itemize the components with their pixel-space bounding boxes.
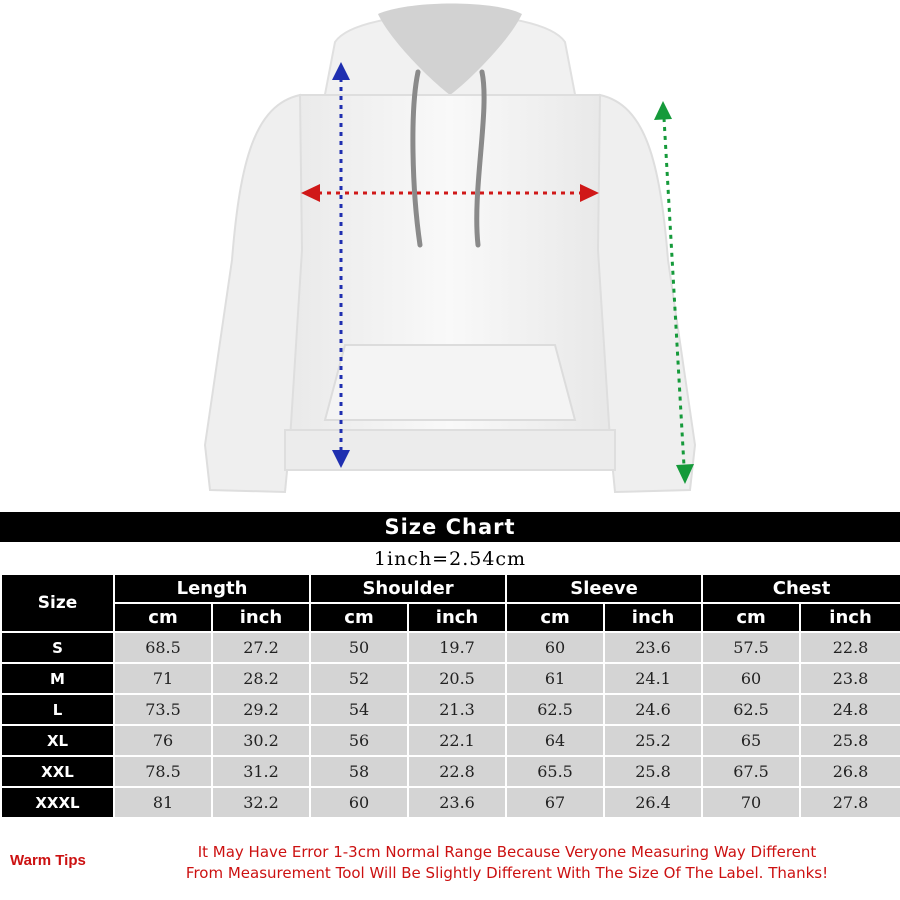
warm-tips-text: It May Have Error 1-3cm Normal Range Because Veryone Measuring Way Different From Measurement Tool Will Be Slightly Different With The Size Of The Label. Thanks!	[185, 843, 829, 882]
table-cell: 22.1	[408, 725, 506, 756]
table-cell: 27.2	[212, 632, 310, 663]
table-cell: 57.5	[702, 632, 800, 663]
table-cell: 81	[114, 787, 212, 818]
table-cell: 25.2	[604, 725, 702, 756]
size-label: M	[1, 663, 114, 694]
table-cell: 78.5	[114, 756, 212, 787]
table-cell: 71	[114, 663, 212, 694]
table-cell: 24.1	[604, 663, 702, 694]
table-row	[1, 725, 900, 756]
table-cell: 32.2	[212, 787, 310, 818]
unit-header: cm	[114, 603, 212, 632]
table-cell: 61	[506, 663, 604, 694]
table-cell: 56	[310, 725, 408, 756]
table-cell: 52	[310, 663, 408, 694]
table-cell: 60	[506, 632, 604, 663]
table-cell: 50	[310, 632, 408, 663]
size-header: Size	[1, 574, 114, 632]
table-cell: 73.5	[114, 694, 212, 725]
size-chart-title: Size Chart	[0, 512, 900, 542]
header-sleeve: Sleeve	[506, 574, 702, 603]
table-cell: 19.7	[408, 632, 506, 663]
table-cell: 65.5	[506, 756, 604, 787]
table-cell: 68.5	[114, 632, 212, 663]
table-cell: 22.8	[408, 756, 506, 787]
table-cell: 25.8	[604, 756, 702, 787]
header-shoulder: Shoulder	[310, 574, 506, 603]
table-cell: 31.2	[212, 756, 310, 787]
table-cell: 22.8	[800, 632, 900, 663]
table-cell: 23.6	[604, 632, 702, 663]
unit-header: cm	[702, 603, 800, 632]
table-cell: 28.2	[212, 663, 310, 694]
table-cell: 20.5	[408, 663, 506, 694]
table-row	[1, 694, 900, 725]
warm-tips	[0, 838, 900, 900]
table-row	[1, 632, 900, 663]
unit-header: cm	[310, 603, 408, 632]
table-row	[1, 663, 900, 694]
table-cell: 25.8	[800, 725, 900, 756]
header-length: Length	[114, 574, 310, 603]
table-cell: 67.5	[702, 756, 800, 787]
table-cell: 60	[310, 787, 408, 818]
table-cell: 24.8	[800, 694, 900, 725]
table-cell: 76	[114, 725, 212, 756]
unit-header: inch	[800, 603, 900, 632]
unit-header: inch	[408, 603, 506, 632]
size-label: XXL	[1, 756, 114, 787]
table-cell: 23.8	[800, 663, 900, 694]
unit-header: cm	[506, 603, 604, 632]
table-cell: 70	[702, 787, 800, 818]
size-label: L	[1, 694, 114, 725]
table-cell: 65	[702, 725, 800, 756]
table-cell: 67	[506, 787, 604, 818]
table-cell: 23.6	[408, 787, 506, 818]
table-cell: 24.6	[604, 694, 702, 725]
table-cell: 64	[506, 725, 604, 756]
table-cell: 21.3	[408, 694, 506, 725]
table-cell: 27.8	[800, 787, 900, 818]
table-cell: 26.8	[800, 756, 900, 787]
table-cell: 58	[310, 756, 408, 787]
table-cell: 62.5	[702, 694, 800, 725]
size-label: XXXL	[1, 787, 114, 818]
size-table	[0, 573, 900, 819]
table-cell: 29.2	[212, 694, 310, 725]
table-cell: 30.2	[212, 725, 310, 756]
warm-tips-label: Warm Tips	[10, 852, 86, 869]
unit-header: inch	[212, 603, 310, 632]
unit-header: inch	[604, 603, 702, 632]
table-cell: 26.4	[604, 787, 702, 818]
table-row	[1, 756, 900, 787]
header-chest: Chest	[702, 574, 900, 603]
unit-conversion: 1inch=2.54cm	[373, 548, 527, 570]
table-cell: 62.5	[506, 694, 604, 725]
size-label: XL	[1, 725, 114, 756]
table-cell: 54	[310, 694, 408, 725]
table-cell: 60	[702, 663, 800, 694]
size-label: S	[1, 632, 114, 663]
table-row	[1, 787, 900, 818]
